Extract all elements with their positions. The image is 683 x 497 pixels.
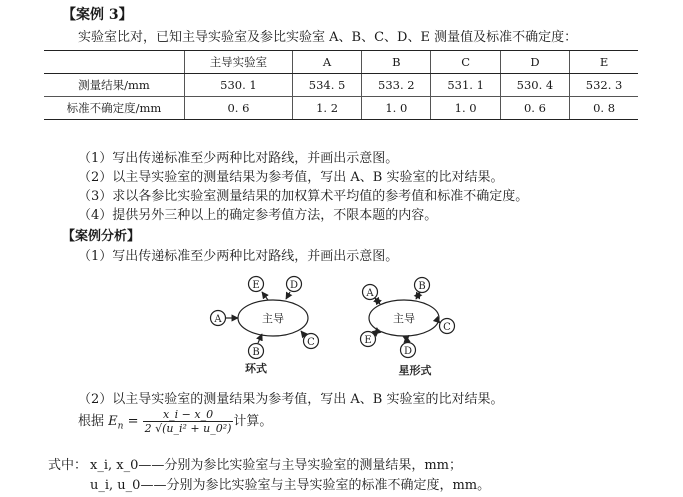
question-4: （4）提供另外三种以上的确定参考值方法，不限本题的内容。 <box>78 208 438 223</box>
star-center-label: 主导 <box>393 312 415 325</box>
table-cell: 0. 8 <box>570 97 638 120</box>
formula-lhs: E <box>108 414 118 429</box>
table-cell: 测量结果/mm <box>44 74 185 97</box>
formula-denominator: 2 √(u_i² + u_0²) <box>144 422 232 435</box>
star-link-e <box>374 330 379 334</box>
table-cell: 533. 2 <box>362 74 431 97</box>
ring-node-label: A <box>214 314 222 325</box>
table-cell: 532. 3 <box>570 74 638 97</box>
table-header-cell: E <box>570 51 638 74</box>
ring-link-c <box>301 331 305 336</box>
table-cell: 1. 2 <box>292 97 361 120</box>
star-link-a <box>375 298 380 304</box>
table-header-cell: B <box>362 51 431 74</box>
formula <box>78 408 272 435</box>
formula-prefix: 根据 <box>78 414 109 429</box>
star-node-label: E <box>364 335 372 346</box>
question-2: （2）以主导实验室的测量结果为参考值，写出 A、B 实验室的比对结果。 <box>78 170 504 185</box>
case-title: 【案例 3】 <box>62 7 133 23</box>
question-3: （3）求以各参比实验室测量结果的加权算术平均值的参考值和标准不确定度。 <box>78 189 529 204</box>
table-cell: 530. 1 <box>185 74 293 97</box>
ring-center-label: 主导 <box>262 312 284 325</box>
star-node-label: B <box>418 281 426 292</box>
star-node-label: A <box>366 288 374 299</box>
formula-fraction <box>143 408 234 435</box>
star-caption: 星形式 <box>398 364 432 377</box>
table-cell: 标准不确定度/mm <box>44 97 185 120</box>
where-line-1: x_i, x_0——分别为参比实验室与主导实验室的测量结果，mm； <box>90 458 463 473</box>
star-node-label: C <box>443 322 451 333</box>
ring-node-label: B <box>252 347 260 358</box>
question-1: （1）写出传递标准至少两种比对路线，并画出示意图。 <box>78 151 399 166</box>
table-header-cell: A <box>292 51 361 74</box>
table-header-cell: D <box>500 51 569 74</box>
formula-numerator: x_i − x_0 <box>143 408 234 422</box>
ring-link-e <box>262 292 268 300</box>
table-header-cell: C <box>431 51 500 74</box>
ring-node-label: E <box>252 280 260 291</box>
where-line-2: u_i, u_0——分别为参比实验室与主导实验室的标准不确定度，mm。 <box>90 478 491 493</box>
table-cell: 531. 1 <box>431 74 500 97</box>
star-link-d <box>406 336 407 342</box>
table-cell: 1. 0 <box>431 97 500 120</box>
formula-equals: = <box>123 414 143 429</box>
table-cell: 0. 6 <box>185 97 293 120</box>
table-cell: 534. 5 <box>292 74 361 97</box>
where-label: 式中： <box>48 458 88 473</box>
ring-node-label: D <box>289 280 299 291</box>
intro-text: 实验室比对，已知主导实验室及参比实验室 A、B、C、D、E 测量值及标准不确定度： <box>78 30 578 45</box>
star-node-label: D <box>403 346 413 357</box>
table-cell: 0. 6 <box>500 97 569 120</box>
analysis-question-2: （2）以主导实验室的测量结果为参考值，写出 A、B 实验室的比对结果。 <box>78 392 504 407</box>
analysis-title: 【案例分析】 <box>62 229 141 244</box>
analysis-question-1: （1）写出传递标准至少两种比对路线，并画出示意图。 <box>78 249 399 264</box>
formula-suffix: 计算。 <box>233 414 273 429</box>
table-cell: 530. 4 <box>500 74 569 97</box>
table-cell: 1. 0 <box>362 97 431 120</box>
star-link-b <box>416 292 420 299</box>
ring-caption: 环式 <box>245 362 267 375</box>
table-header-cell: 主导实验室 <box>185 51 293 74</box>
formula-lhs-subscript: n <box>117 421 124 432</box>
ring-node-label: C <box>307 337 315 348</box>
ring-link-d <box>286 292 290 299</box>
